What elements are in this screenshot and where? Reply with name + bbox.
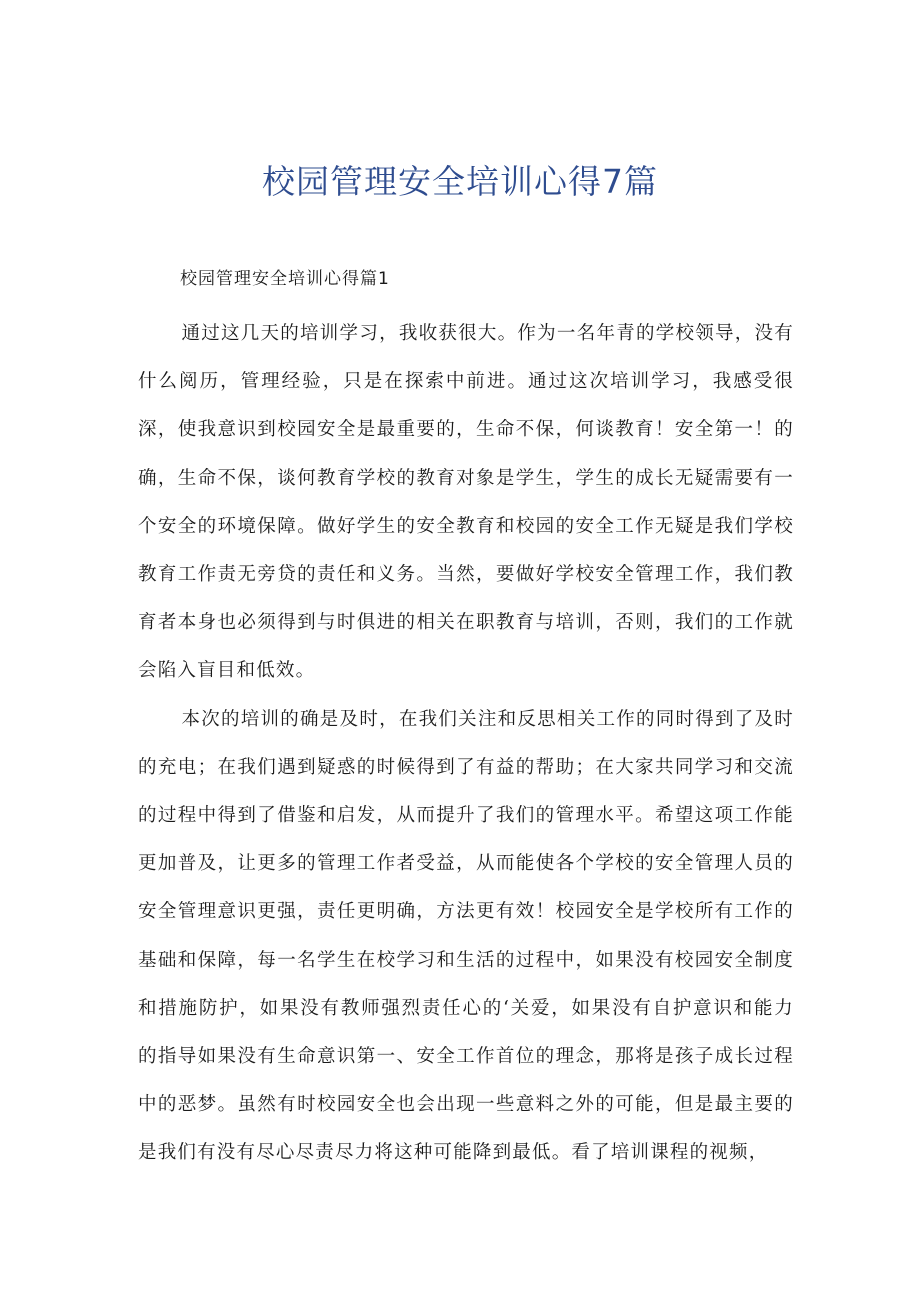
document-body — [138, 310, 794, 1178]
paragraph: 本次的培训的确是及时，在我们关注和反思相关工作的同时得到了及时的充电；在我们遇到疑惑的时候得到了有益的帮助；在大家共同学习和交流的过程中得到了借鉴和启发，从而提升了我们的管理水平。希望这项工作能更加普及，让更多的管理工作者受益，从而能使各个学校的安全管理人员的安全管理意识更强，责任更明确，方法更有效！校园安全是学校所有工作的基础和保障，每一名学生在校学习和生活的过程中，如果没有校园安全制度和措施防护，如果没有教师强烈责任心的‘关爱，如果没有自护意识和能力的指导如果没有生命意识第一、安全工作首位的理念，那将是孩子成长过程中的恶梦。虽然有时校园安全也会出现一些意料之外的可能，但是最主要的是我们有没有尽心尽责尽力将这种可能降到最低。看了培训课程的视频， — [138, 708, 794, 1164]
section-heading: 校园管理安全培训心得篇1 — [180, 269, 390, 289]
document-title: 校园管理安全培训心得7篇 — [262, 162, 658, 201]
paragraph: 通过这几天的培训学习，我收获很大。作为一名年青的学校领导，没有什么阅历，管理经验，只是在探索中前进。通过这次培训学习，我感受很深，使我意识到校园安全是最重要的，生命不保，何谈教育！安全第一！的确，生命不保，谈何教育学校的教育对象是学生，学生的成长无疑需要有一个安全的环境保障。做好学生的安全教育和校园的安全工作无疑是我们学校教育工作责无旁贷的责任和义务。当然，要做好学校安全管理工作，我们教育者本身也必须得到与时俱进的相关在职教育与培训，否则，我们的工作就会陷入盲目和低效。 — [138, 323, 794, 682]
